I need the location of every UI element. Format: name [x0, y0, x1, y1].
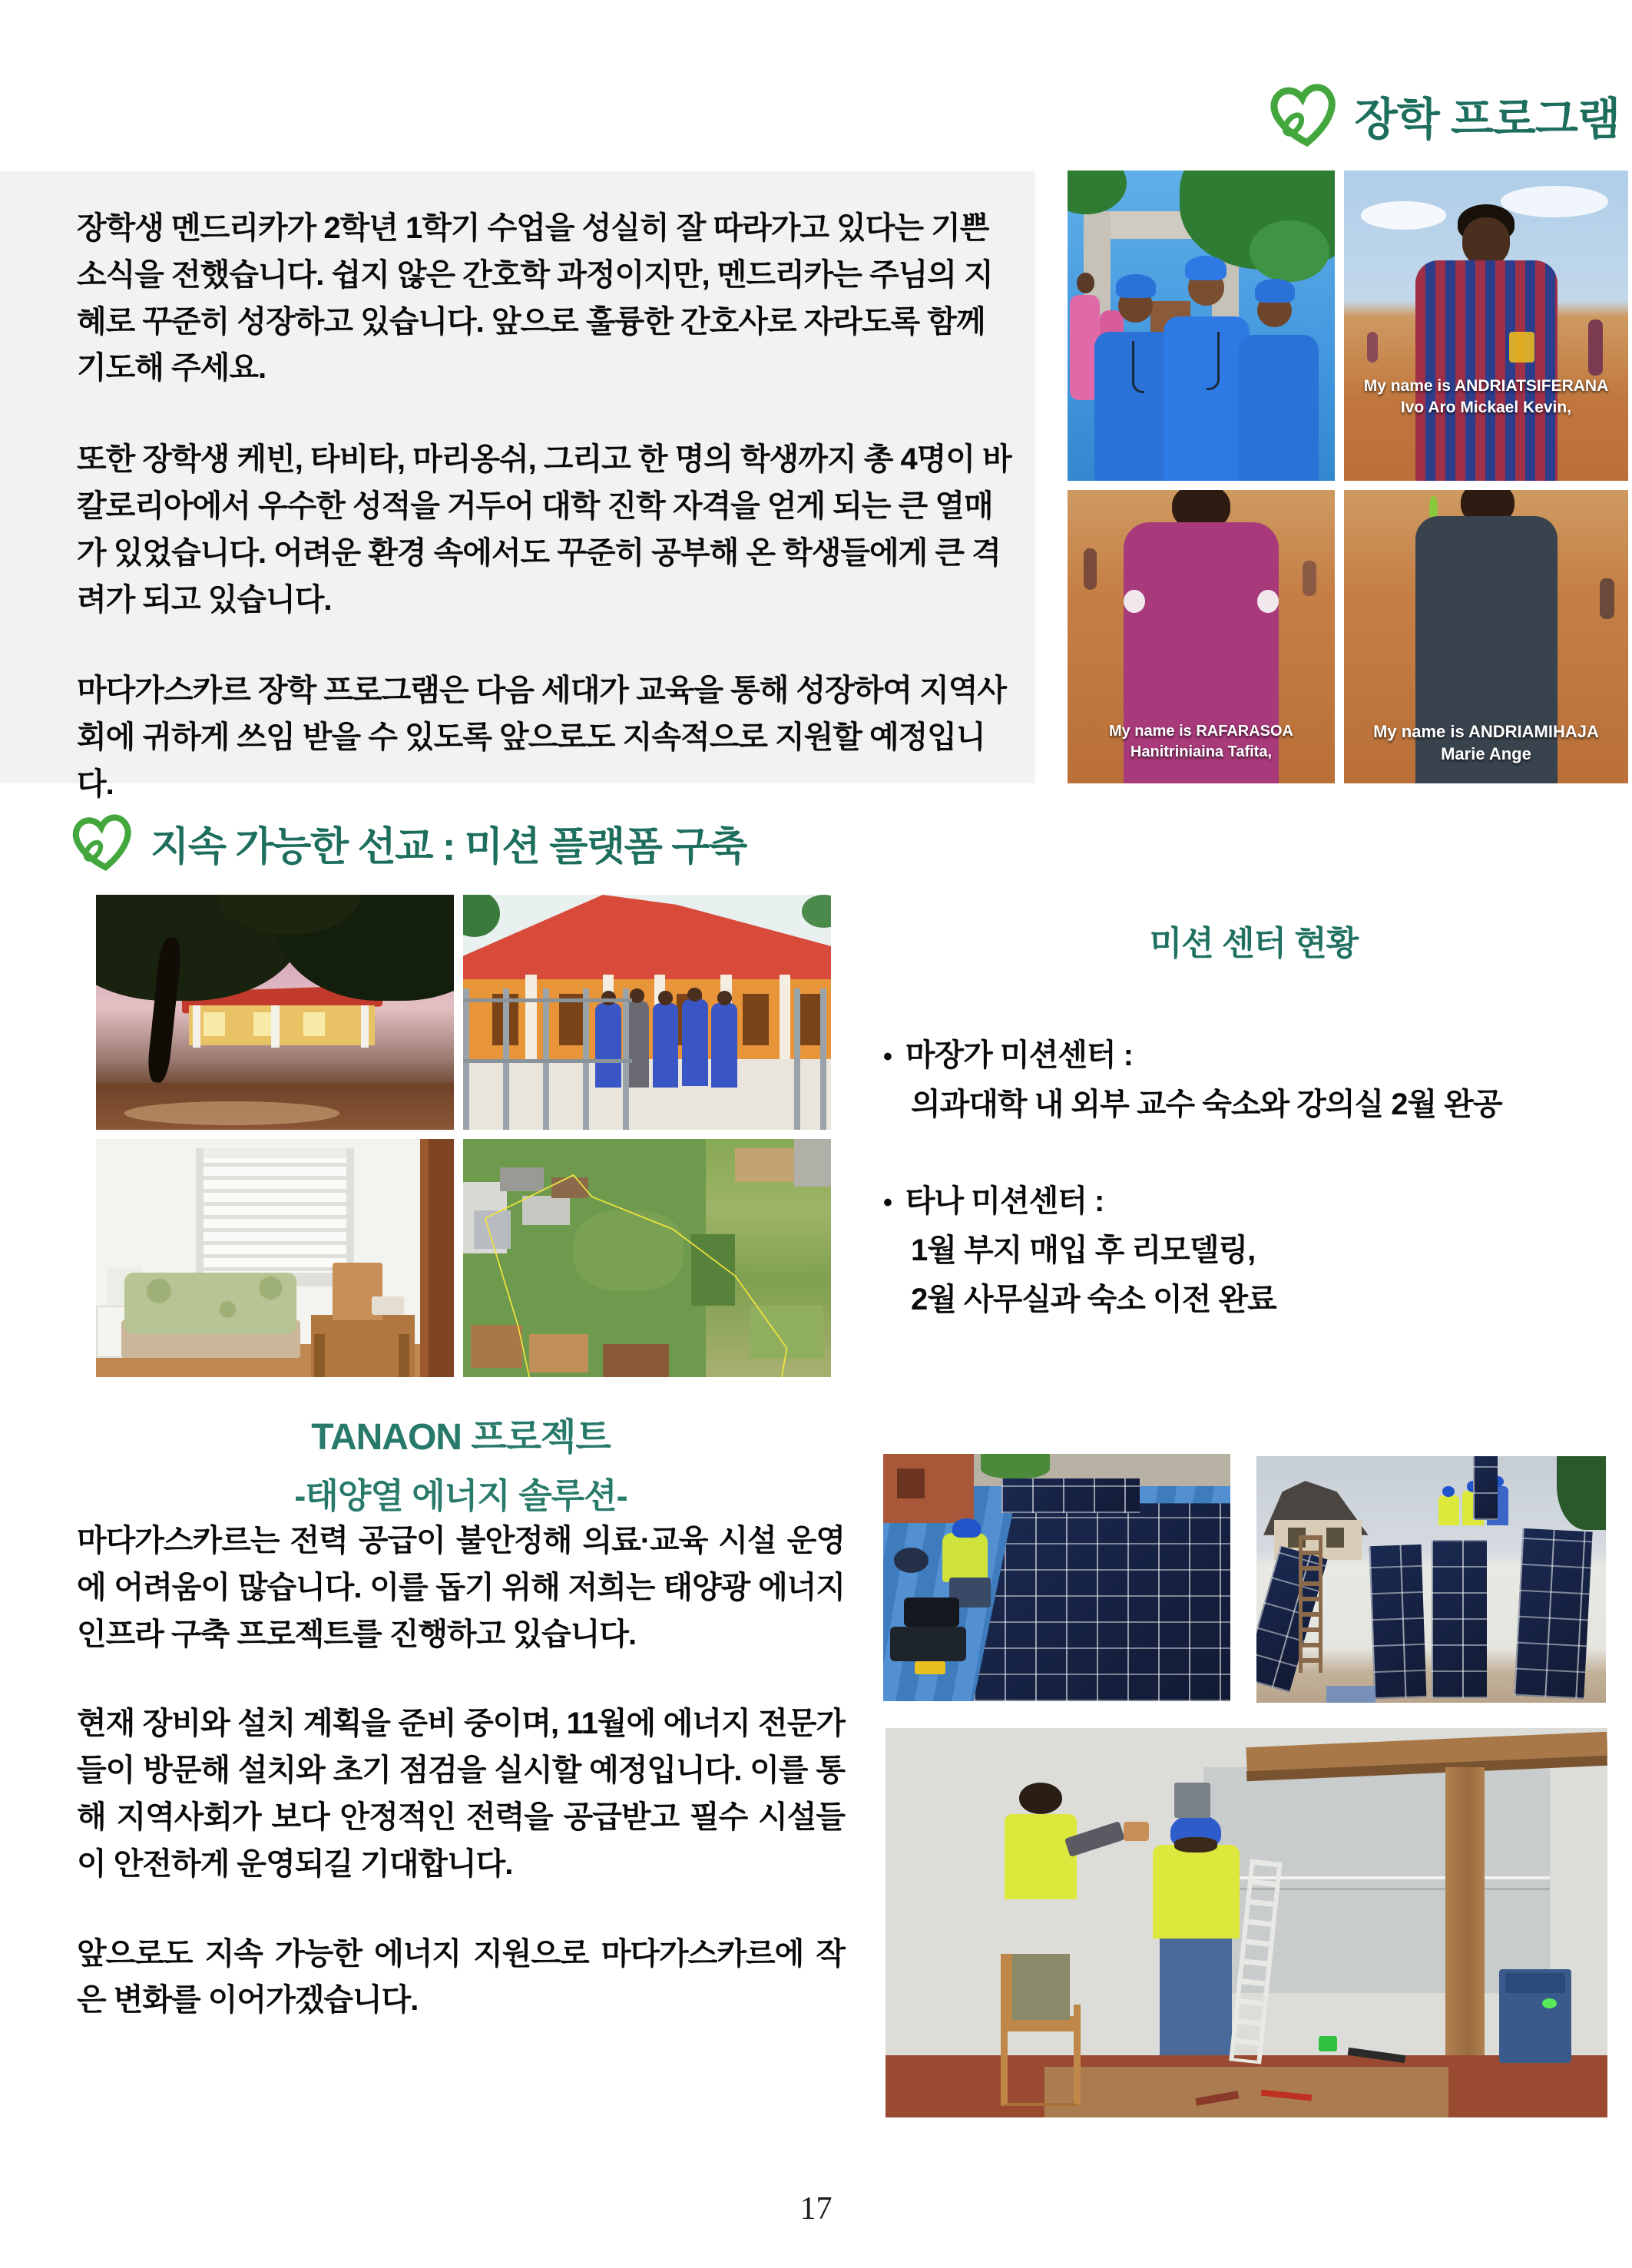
nursing-student-figure [1239, 335, 1319, 481]
photo-caption: My name is RAFARASOA Hanitriniaina Tafita, [1108, 723, 1294, 761]
tanaon-paragraph: 현재 장비와 설치 계획을 준비 중이며, 11월에 에너지 전문가들이 방문해 설치와 초기 점검을 실시할 예정입니다. 이를 통해 지역사회가 보다 안정적인 전력을 공급받고 필수 시설들이 안전하게 운영되길 기대합니다. [77, 1707, 845, 1881]
mission-center-detail: 2월 사무실과 숙소 이전 완료 [911, 1283, 1276, 1316]
photo-nursing-students [1068, 171, 1335, 481]
mission-center-name: • 마장가 미션센터 : [876, 1031, 1632, 1080]
tanaon-paragraph: 앞으로도 지속 가능한 에너지 지원으로 마다가스카르에 작은 변화를 이어가겠습니다. [77, 1936, 845, 2018]
team-member-figure [711, 1003, 737, 1088]
solar-panel [1369, 1544, 1427, 1698]
team-member-figure [682, 999, 708, 1086]
wooden-post [1445, 1767, 1485, 2055]
tanaon-title-line1: TANAON 프로젝트 [311, 1417, 611, 1458]
background-player-figure [1367, 332, 1379, 363]
page-number: 17 [799, 2191, 833, 2227]
photo-mission-center-building [463, 895, 831, 1130]
mission-center-item-tana [876, 1177, 1632, 1324]
scholarship-text-panel [0, 171, 1035, 801]
solar-panel [1473, 1456, 1498, 1520]
page-header [1264, 77, 1620, 154]
mission-section-title: 지속 가능한 선교 : 미션 플랫폼 구축 [151, 824, 746, 869]
heart-leaf-logo-icon [68, 808, 138, 877]
photo-mission-center-evening [96, 895, 454, 1130]
solar-panel [1432, 1540, 1488, 1697]
mission-center-name: • 타나 미션센터 : [876, 1177, 1632, 1226]
scholarship-paragraph: 장학생 멘드리카가 2학년 1학기 수업을 성실히 잘 따라가고 있다는 기쁜 소식을 전했습니다. 쉽지 않은 간호학 과정이지만, 멘드리카는 주님의 지혜로 꾸준히 성장하고 있습니다. 앞으로 훌륭한 간호사로 자라도록 함께 기도해 주세요. [77, 211, 993, 386]
photo-site-aerial [463, 1139, 831, 1377]
background-player-figure [1303, 561, 1316, 596]
ladder [1299, 1535, 1323, 1674]
photo-caption: My name is ANDRIAMIHAJA Marie Ange [1373, 721, 1599, 764]
photo-student-tafita [1068, 490, 1335, 783]
tanaon-text-column [77, 1518, 845, 2067]
mission-center-status [876, 915, 1632, 1372]
worker-on-chair-figure [1012, 1954, 1070, 2020]
tanaon-paragraph: 마다가스카르는 전력 공급이 불안정해 의료·교육 시설 운영에 어려움이 많습니다. 이를 돕기 위해 저희는 태양광 에너지 인프라 구축 프로젝트를 진행하고 있습니다. [77, 1524, 845, 1651]
background-player-figure [1084, 548, 1097, 589]
scholarship-paragraph: 또한 장학생 케빈, 타비타, 마리옹쉬, 그리고 한 명의 학생까지 총 4명이 바칼로리아에서 우수한 성적을 거두어 대학 진학 자격을 얻게 되는 큰 열매가 있었습니다. 어려운 환경 속에서도 꾸준히 공부해 온 학생들에게 큰 격려가 되고 있습니다. [77, 442, 1011, 617]
worker-standing-figure [1160, 1931, 1232, 2055]
heart-leaf-logo-icon [1264, 77, 1344, 154]
worker-figure [1438, 1495, 1459, 1525]
photo-solar-roof-install [883, 1454, 1230, 1701]
solar-panel [1001, 1478, 1140, 1513]
photo-caption: My name is ANDRIATSIFERANA Ivo Aro Mickael Kevin, [1363, 376, 1609, 416]
page-title: 장학 프로그램 [1354, 94, 1620, 144]
mission-photo-grid [96, 895, 831, 1377]
background-player-figure [1588, 320, 1603, 376]
photo-interior-electrical-work [886, 1728, 1607, 2117]
team-member-figure [653, 1003, 679, 1088]
site-boundary-outline [463, 1139, 831, 1377]
photo-solar-panels-wall [1256, 1456, 1606, 1703]
photo-student-kevin [1344, 171, 1628, 481]
background-player-figure [1600, 578, 1614, 619]
photo-guesthouse-bedroom [96, 1139, 454, 1377]
mission-center-item-majanga [876, 1031, 1632, 1129]
photo-student-marie-ange [1344, 490, 1628, 783]
scholarship-paragraph: 마다가스카르 장학 프로그램은 다음 세대가 교육을 통해 성장하여 지역사회에 귀하게 쓰임 받을 수 있도록 앞으로도 지속적으로 지원할 예정입니다. [77, 674, 1007, 801]
mission-section-header [68, 808, 746, 877]
solar-panel-array [974, 1503, 1230, 1701]
kevin-figure [1415, 260, 1558, 481]
tanaon-project-title [73, 1407, 849, 1518]
mission-center-detail: 의과대학 내 외부 교수 숙소와 강의실 2월 완공 [911, 1088, 1502, 1121]
mission-status-title: 미션 센터 현황 [1149, 925, 1359, 962]
solar-panel [1514, 1528, 1593, 1700]
tanaon-title-line2: -태양열 에너지 솔루션- [294, 1476, 627, 1515]
mission-center-detail: 1월 부지 매입 후 리모델링, [911, 1233, 1256, 1267]
worker-figure [942, 1533, 988, 1582]
scholarship-photo-grid [1068, 171, 1628, 783]
